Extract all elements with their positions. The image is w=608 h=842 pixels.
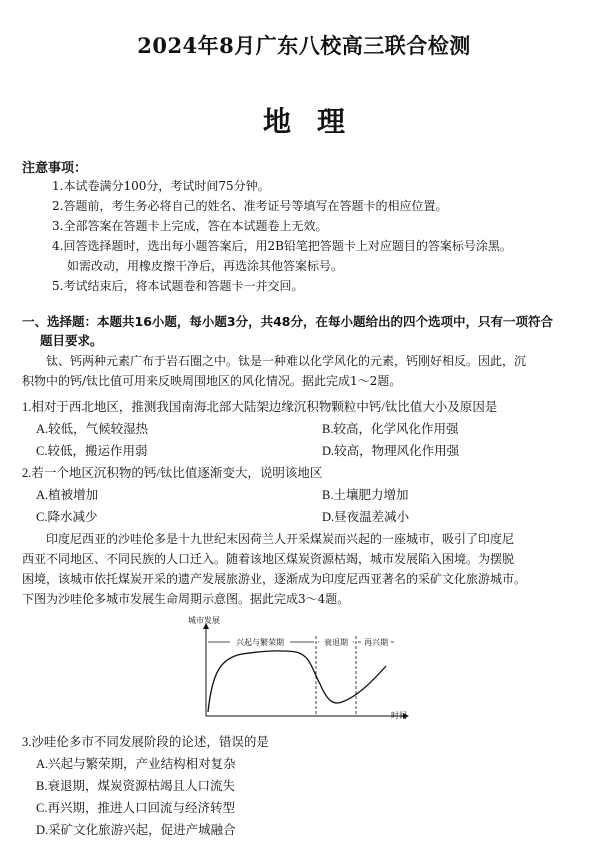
stage-label-revival: 再兴期 (364, 638, 388, 647)
question-3-option-a: A.兴起与繁荣期，产业结构相对复杂 (36, 757, 236, 771)
passage-line: 钛、钙两种元素广布于岩石圈之中。钛是一种难以化学风化的元素，钙刚好相反。因此，沉 (46, 354, 527, 368)
passage-line: 印度尼西亚的沙哇伦多是十九世纪末因荷兰人开采煤炭而兴起的一座城市，吸引了印度尼 (46, 532, 515, 546)
question-1-stem: 1.相对于西北地区，推测我国南海北部大陆架边缘沉积物颗粒中钙/钛比值大小及原因是 (22, 400, 498, 414)
notice-item: 4.回答选择题时，选出每小题答案后，用2B铅笔把答题卡上对应题目的答案标号涂黑。 (52, 239, 512, 253)
notice-item: 5.考试结束后，将本试题卷和答题卡一并交回。 (52, 279, 304, 293)
question-2-option-c: C.降水减少 (36, 510, 98, 524)
notice-item: 3.全部答案在答题卡上完成，答在本试题卷上无效。 (52, 219, 328, 233)
section-heading-line: 一、选择题：本题共16小题，每小题3分，共48分，在每小题给出的四个选项中，只有一项符合 (22, 314, 553, 329)
question-3-option-b: B.衰退期，煤炭资源枯竭且人口流失 (36, 779, 235, 793)
question-1-option-b: B.较高，化学风化作用强 (322, 422, 459, 436)
notice-item-continuation: 如需改动，用橡皮擦干净后，再选涂其他答案标号。 (67, 259, 344, 273)
notice-item: 1.本试卷满分100分，考试时间75分钟。 (52, 179, 270, 193)
notice-item: 2.答题前，考生务必将自己的姓名、准考证号等填写在答题卡的相应位置。 (52, 199, 448, 213)
stage-label-decline: 衰退期 (324, 638, 348, 647)
subject-title: 地理 (262, 105, 371, 138)
passage-line: 西亚不同地区、不同民族的人口迁入。随着该地区煤炭资源枯竭，城市发展陷入困境。为摆脱 (22, 552, 515, 566)
passage-line: 积物中的钙/钛比值可用来反映周围地区的风化情况。据此完成1～2题。 (22, 374, 402, 388)
section-heading-line: 题目要求。 (40, 333, 103, 348)
passage-1 (22, 351, 588, 391)
section-heading (22, 312, 588, 350)
question-2-option-b: B.土壤肥力增加 (322, 488, 409, 502)
x-axis-label: 时间 (391, 711, 407, 720)
development-curve (208, 651, 386, 712)
passage-2 (22, 529, 588, 609)
notice-heading: 注意事项： (22, 161, 88, 176)
notice-list (52, 176, 592, 296)
passage-line: 下图为沙哇伦多城市发展生命周期示意图。据此完成3～4题。 (22, 592, 350, 606)
question-3-stem: 3.沙哇伦多市不同发展阶段的论述，错误的是 (22, 735, 269, 749)
y-axis-label: 城市发展 (188, 616, 220, 625)
question-2-stem: 2.若一个地区沉积物的钙/钛比值逐渐变大，说明该地区 (22, 466, 323, 480)
question-2-option-a: A.植被增加 (36, 488, 99, 502)
stage-label-rise: 兴起与繁荣期 (236, 638, 284, 647)
city-lifecycle-diagram (186, 614, 414, 724)
question-1-option-d: D.较高，物理风化作用强 (322, 444, 460, 458)
question-2-option-d: D.昼夜温差减小 (322, 510, 410, 524)
passage-line: 困境，该城市依托煤炭开采的遗产发展旅游业，逐渐成为印度尼西亚著名的采矿文化旅游城市。 (22, 572, 527, 586)
question-1-option-a: A.较低，气候较湿热 (36, 422, 149, 436)
city-lifecycle-figure (186, 614, 414, 724)
exam-title: 2024年8月广东八校高三联合检测 (137, 33, 471, 58)
question-1-option-c: C.较低，搬运作用弱 (36, 444, 148, 458)
question-3-option-d: D.采矿文化旅游兴起，促进产城融合 (36, 823, 236, 837)
question-3-option-c: C.再兴期，推进人口回流与经济转型 (36, 801, 235, 815)
